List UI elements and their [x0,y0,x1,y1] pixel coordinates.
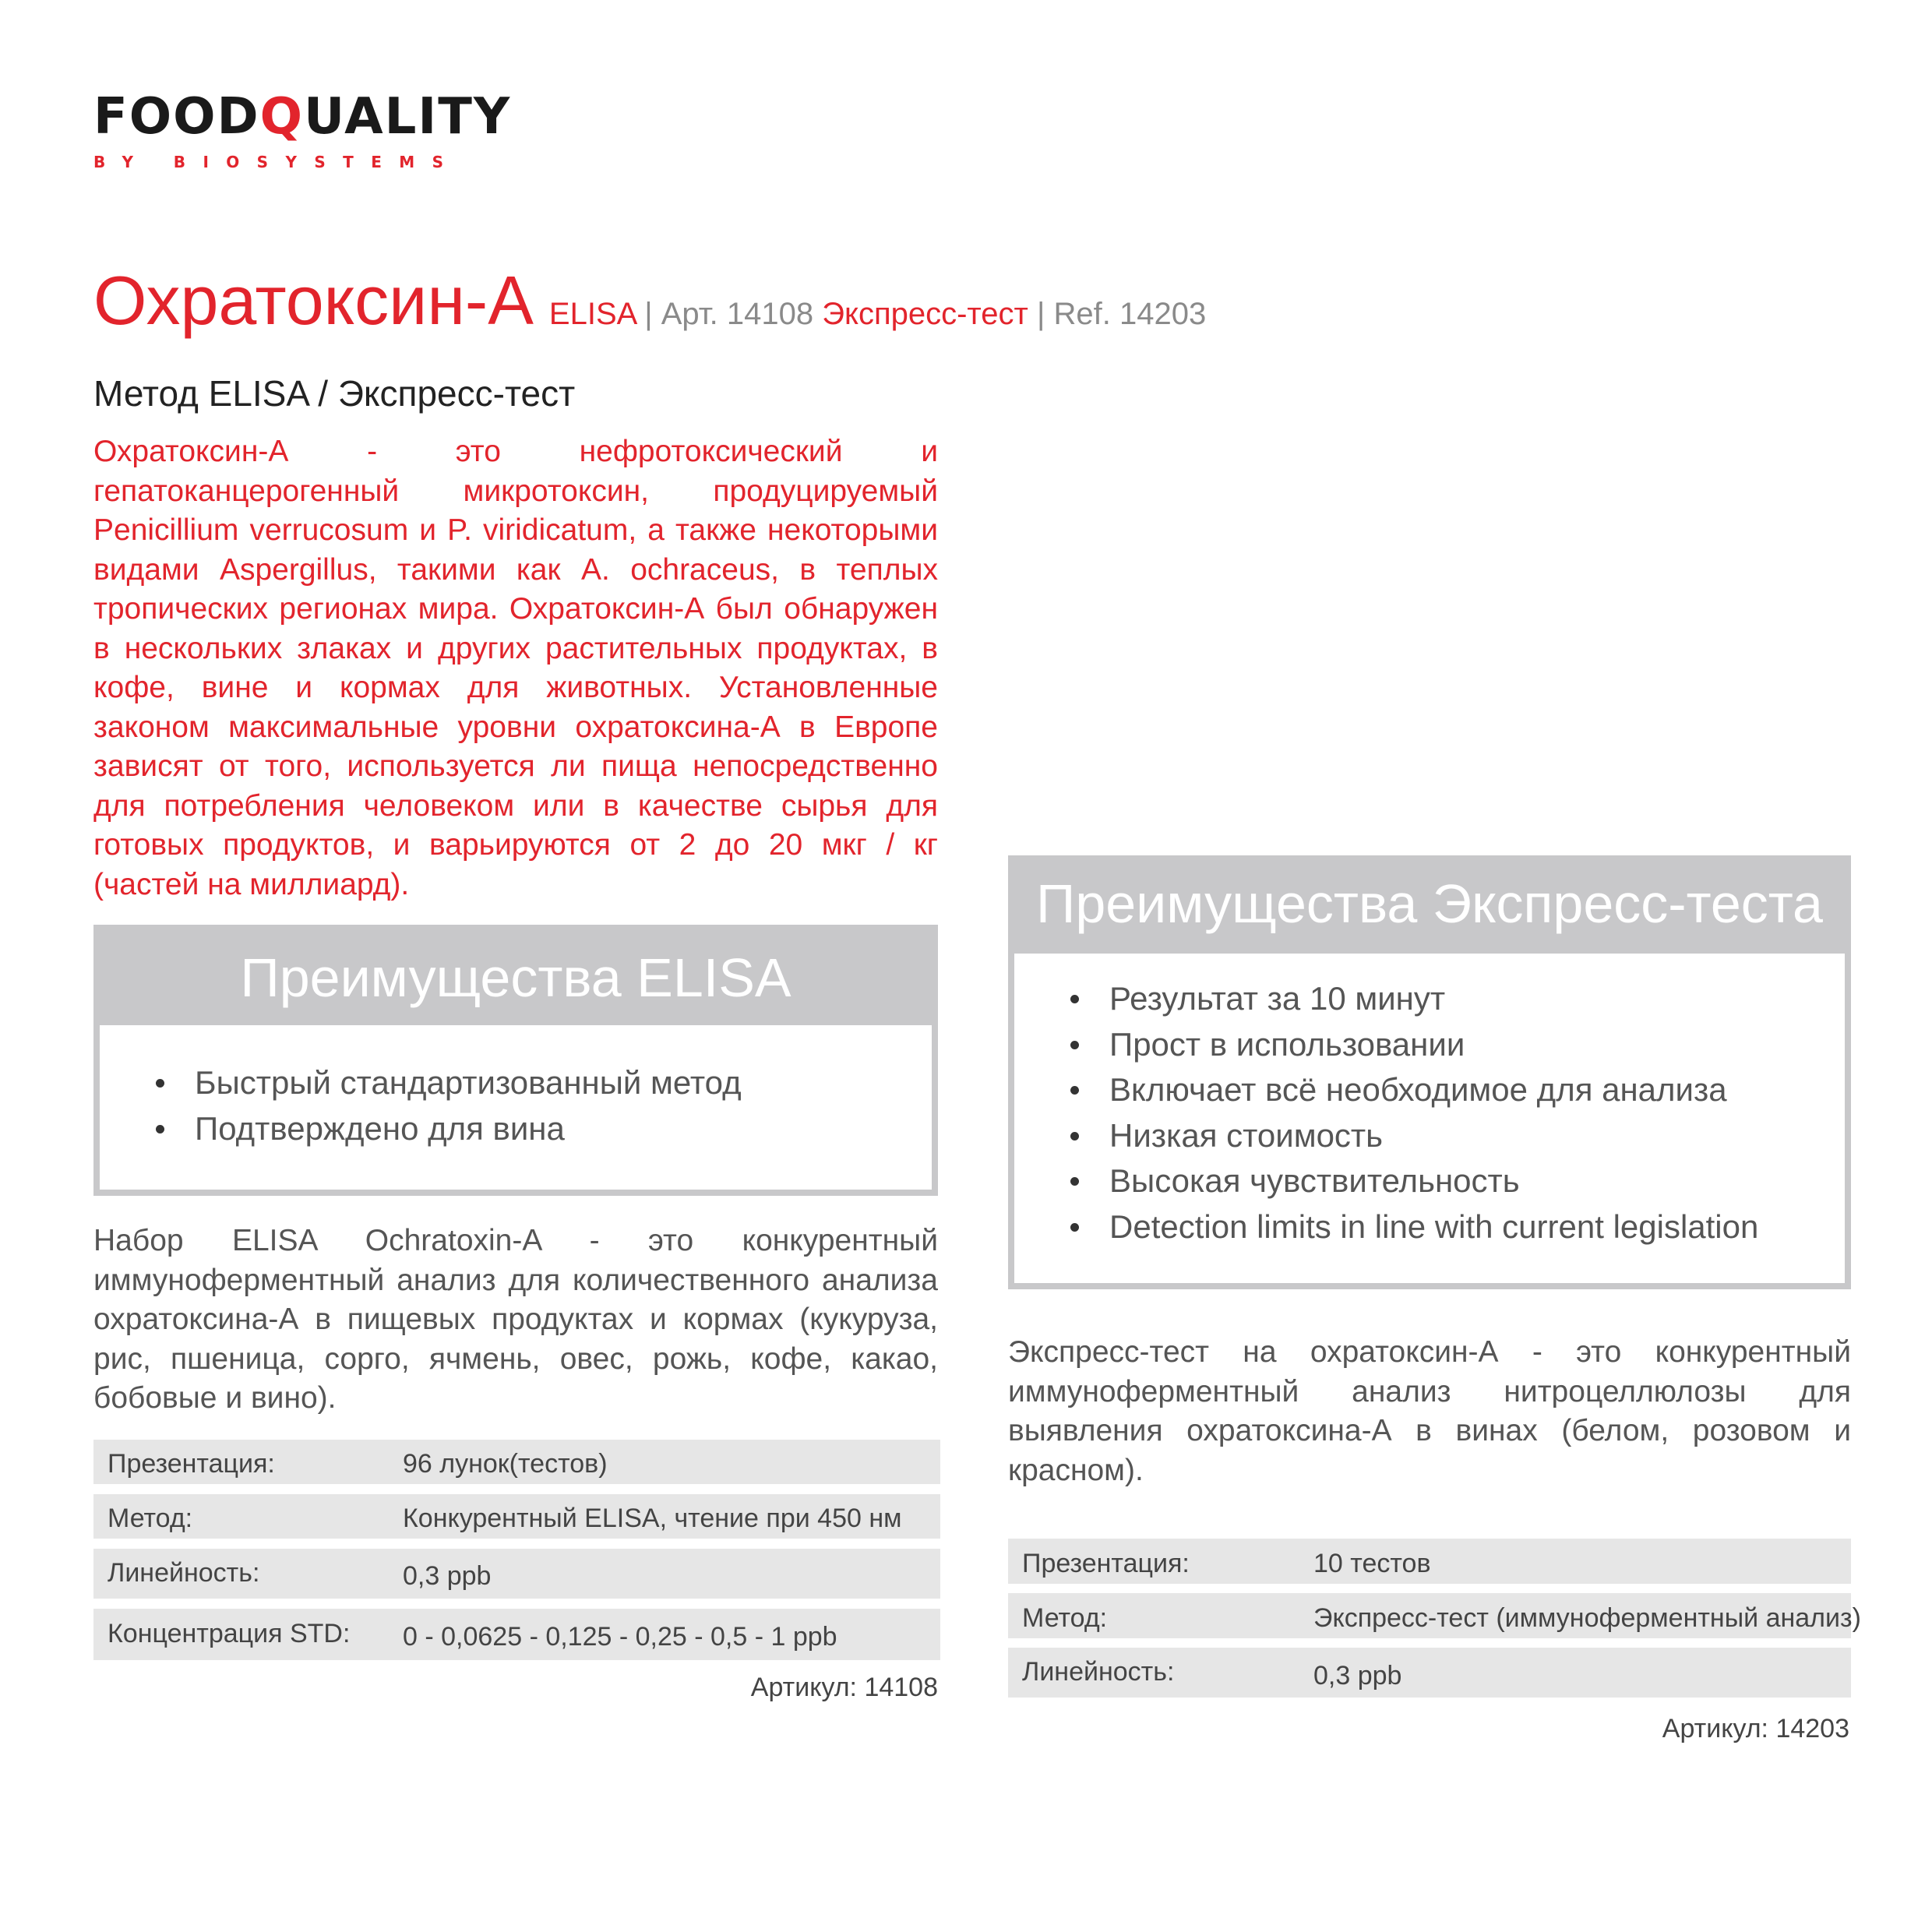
spec-label: Метод: [1022,1603,1108,1633]
elisa-spec-table [93,1440,940,1660]
logo-q-mark: Q [259,88,305,146]
elisa-advantages-list [153,1060,742,1151]
brand-logo [93,88,512,171]
table-row [1008,1648,1851,1698]
spec-label: Линейность: [1022,1657,1175,1687]
express-advantages-list-panel [1014,954,1845,1283]
express-advantages-box [1008,855,1851,1289]
elisa-advantages-list-panel [100,1025,932,1190]
express-advantages-title: Преимущества Экспресс-теста [1036,873,1823,934]
list-item: Быстрый стандартизованный метод [153,1060,742,1106]
spec-value: 0,3 ppb [1313,1661,1402,1690]
elisa-description: Набор ELISA Ochratoxin-A - это конкурентный иммуноферментный анализ для количественного анализа охратоксина-А в пищевых продуктах и кормах (кукуруза, рис, пшеница, сорго, ячмень, овес, рожь, кофе, какао, бобовые и вино). [93,1224,938,1415]
spec-value: Экспресс-тест (иммуноферментный анализ) [1313,1603,1861,1633]
page-title: Охратоксин-А [93,262,534,339]
meta-elisa: ELISA [548,297,636,331]
spec-value: 0 - 0,0625 - 0,125 - 0,25 - 0,5 - 1 ppb [403,1622,837,1652]
intro-paragraph: Охратоксин-А - это нефротоксический и гепатоканцерогенный микротоксин, продуцируемый Penicillium verrucosum и P. viridicatum, а также некоторыми видами Aspergillus, такими как A. ochraceus, в теплых тропических регионах мира. Охратоксин-А был обнаружен в нескольких злаках и других растительных продуктах, в кофе, вине и кормах для животных. Установленные законом максимальные уровни охратоксина-А в Европе зависят от того, используется ли пища непосредственно для потребления человеком или в качестве сырья для готовых продуктов, и варьируются от 2 до 20 мкг / кг (частей на миллиард). [93,435,938,901]
elisa-article-number: Артикул: 14108 [750,1673,938,1702]
table-row [93,1440,940,1484]
spec-label: Линейность: [108,1558,260,1588]
spec-value: Конкурентный ELISA, чтение при 450 нм [403,1504,902,1533]
list-item: Detection limits in line with current legislation [1067,1204,1758,1250]
meta-art: Арт. 14108 [661,297,814,331]
spec-value: 0,3 ppb [403,1561,492,1591]
table-row [93,1494,940,1539]
title-meta: ELISA | Арт. 14108 Экспресс-тест | Ref. 14203 [548,297,1207,331]
spec-label: Презентация: [108,1449,275,1479]
list-item: Подтверждено для вина [153,1106,742,1152]
spec-label: Презентация: [1022,1549,1190,1578]
spec-label: Концентрация STD: [108,1619,351,1648]
table-row [93,1609,940,1660]
table-row [1008,1593,1861,1638]
express-article-number: Артикул: 14203 [1662,1714,1849,1743]
meta-express: Экспресс-тест [813,297,1028,331]
logo-wordmark: FOODQUALITY [93,88,512,146]
page-subtitle: Метод ELISA / Экспресс-тест [93,373,576,414]
spec-value: 10 тестов [1313,1549,1431,1578]
table-row [1008,1539,1851,1584]
list-item: Высокая чувствительность [1067,1158,1758,1204]
elisa-advantages-box [93,925,938,1196]
list-item: Низкая стоимость [1067,1113,1758,1159]
list-item: Результат за 10 минут [1067,976,1758,1022]
spec-value: 96 лунок(тестов) [403,1449,608,1479]
spec-label: Метод: [108,1504,193,1533]
express-advantages-list [1067,976,1758,1250]
list-item: Прост в использовании [1067,1022,1758,1068]
meta-ref: Ref. 14203 [1053,297,1207,331]
logo-tagline: BY BIOSYSTEMS [93,153,461,171]
page-title-row [93,261,1206,340]
express-description: Экспресс-тест на охратоксин-А - это конкурентный иммуноферментный анализ нитроцеллюлозы для выявления охратоксина-А в винах (белом, розовом и красном). [1008,1335,1851,1487]
elisa-advantages-title: Преимущества ELISA [240,947,791,1008]
express-spec-table [1008,1539,1861,1698]
list-item: Включает всё необходимое для анализа [1067,1067,1758,1113]
table-row [93,1549,940,1599]
